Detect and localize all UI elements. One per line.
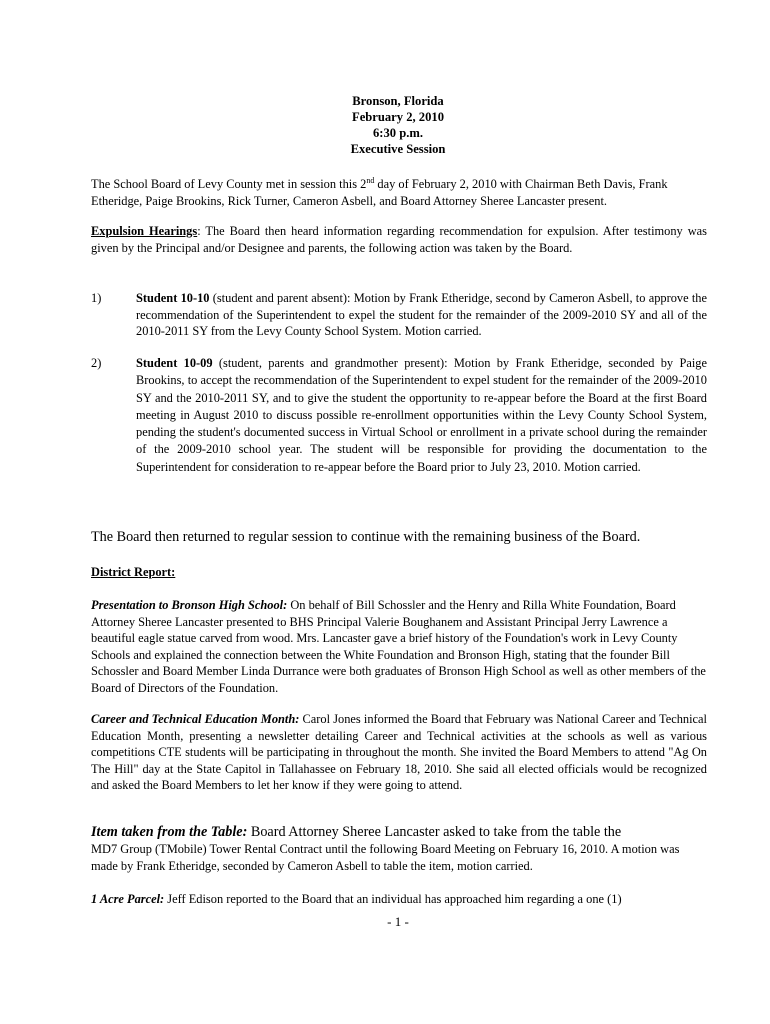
intro-text-1: The School Board of Levy County met in session this 2 — [91, 177, 367, 191]
header-time: 6:30 p.m. — [372, 126, 424, 140]
cte-text: Carol Jones informed the Board that February was National Career and Technical Education Month, presenting a newsletter detailing Career and Technical activities at the schools as well as various competitions CTE students will be participating in throughout the month. She invited the Board Members to attend "Ag On The Hill" day at the State Capitol in Tallahassee on February 18, 2010. She said all elected officials would be recognized and asked the Board Members to let her know if they were going to attend. — [91, 712, 707, 792]
presentation-text: On behalf of Bill Schossler and the Henry and Rilla White Foundation, Board Attorney Sheree Lancaster presented to BHS Principal Valerie Boughanem and Assistant Principal Jerry Lawrence a beautiful eagle statue carved from wood. Mrs. Lancaster gave a brief history of the Foundation's work in Levy County Schools and explained the connection between the White Foundation and Bronson High, stating that the founder Bill Schossler and Board Member Linda Durrance were both graduates of Bronson High School as well as other members of the Board of Directors of the Foundation. — [91, 598, 706, 695]
expulsion-heading: Expulsion Hearings — [91, 224, 198, 238]
cte-heading: Career and Technical Education Month: — [91, 712, 300, 726]
cte-paragraph — [91, 711, 707, 794]
acre-paragraph — [91, 891, 707, 908]
table-item-first-line — [91, 823, 707, 841]
acre-heading: 1 Acre Parcel: — [91, 892, 165, 906]
item-number: 1) — [91, 291, 102, 305]
item-title: Student 10-09 — [136, 356, 213, 370]
table-item-text-1: Board Attorney Sheree Lancaster asked to take from the table the — [247, 824, 622, 840]
item-body — [136, 355, 707, 476]
item-number: 2) — [91, 356, 102, 370]
expulsion-paragraph — [91, 223, 707, 256]
presentation-paragraph — [91, 597, 707, 696]
table-item-paragraph — [91, 823, 707, 874]
acre-text: Jeff Edison reported to the Board that an individual has approached him regarding a one (1) — [164, 892, 622, 906]
intro-text-2: day of February 2, 2010 with Chairman Beth Davis, Frank Etheridge, Paige Brookins, Rick Turner, Cameron Asbell, and Board Attorney Sheree Lancaster present. — [91, 177, 668, 208]
page-number: - 1 - — [387, 914, 409, 929]
district-report-heading: District Report: — [91, 565, 176, 579]
list-item — [91, 290, 707, 340]
item-title: Student 10-10 — [136, 291, 210, 305]
list-item — [91, 355, 707, 476]
table-item-heading: Item taken from the Table: — [91, 824, 248, 840]
item-text: (student and parent absent): Motion by Frank Etheridge, second by Cameron Asbell, to approve the recommendation of the Superintendent to expel the student for the remainder of the 2009-2010 SY and all of the 2010-2011 SY from the Levy County School System. Motion carried. — [136, 291, 707, 338]
intro-superscript: nd — [366, 175, 375, 185]
header-block — [0, 93, 770, 157]
return-paragraph: The Board then returned to regular session to continue with the remaining business of the Board. — [91, 529, 641, 545]
table-item-text-2: MD7 Group (TMobile) Tower Rental Contract until the following Board Meeting on February 16, 2010. A motion was made by Frank Etheridge, seconded by Cameron Asbell to table the item, motion carried. — [91, 842, 680, 873]
item-text: (student, parents and grandmother present): Motion by Frank Etheridge, seconded by Paige Brookins, to accept the recommendation of the Superintendent to expel student for the remainder of the 2009-2010 SY and the 2010-2011 SY, and to give the student the opportunity to re-appear before the Board at the first Board meeting in August 2010 to discuss possible re-enrollment opportunities within the Levy County School System, pending the student's documented success in Virtual School or enrollment in a private school during the remainder of the 2009-2010 school year. The student will be responsible for providing the documentation to the Superintendent for consideration to re-appear before the Board prior to July 23, 2010. Motion carried. — [136, 356, 707, 474]
header-date: February 2, 2010 — [352, 110, 444, 124]
intro-paragraph — [91, 176, 707, 209]
item-body — [136, 290, 707, 340]
expulsion-text: : The Board then heard information regarding recommendation for expulsion. After testimony was given by the Principal and/or Designee and parents, the following action was taken by the Board. — [91, 224, 707, 255]
header-location: Bronson, Florida — [352, 94, 444, 108]
header-session: Executive Session — [350, 142, 446, 156]
presentation-heading: Presentation to Bronson High School: — [91, 598, 288, 612]
